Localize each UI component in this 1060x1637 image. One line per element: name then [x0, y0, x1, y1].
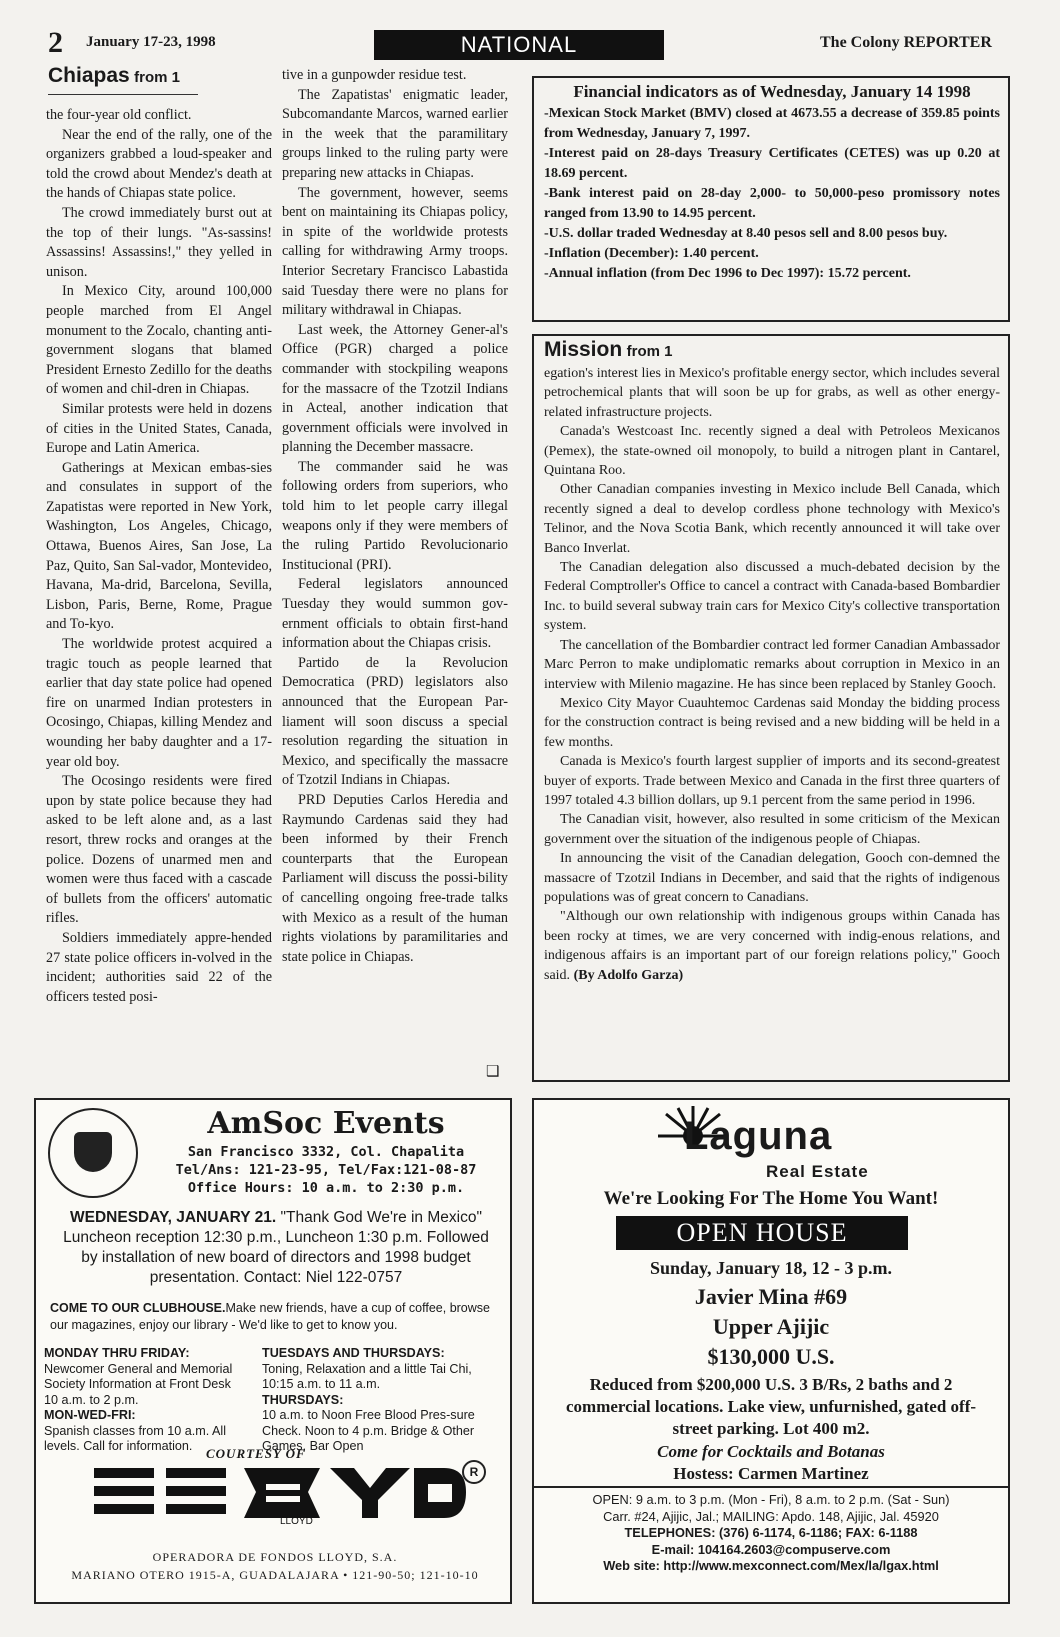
- paper-name: The Colony REPORTER: [820, 34, 992, 51]
- paragraph: Federal legislators announced Tuesday they would summon gov-ernment officials to obtain first-hand information about the Chiapas crisis.: [282, 576, 508, 652]
- property-area: Upper Ajijic: [712, 1314, 830, 1339]
- amsoc-hours: Office Hours: 10 a.m. to 2:30 p.m.: [187, 1180, 465, 1196]
- paragraph: Mexico City Mayor Cuauhtemoc Cardenas said Monday the bidding process for the construction contract is being revised and a new bidding will be held in a few months.: [544, 695, 1000, 750]
- lloyd-logo-text: LLOYD: [280, 1516, 313, 1524]
- paragraph: Similar protests were held in dozens of cities in the United States, Canada, Europe and Latin America.: [46, 400, 272, 457]
- event-date: WEDNESDAY, JANUARY 21.: [70, 1209, 277, 1226]
- amsoc-event: [56, 1208, 496, 1288]
- open-house-banner: OPEN HOUSE: [616, 1216, 908, 1250]
- laguna-subtitle: Real Estate: [766, 1162, 869, 1181]
- invite-line: Come for Cocktails and Botanas: [657, 1442, 885, 1461]
- clubhouse-heading: COME TO OUR CLUBHOUSE.: [50, 1301, 226, 1315]
- amsoc-seal-icon: [48, 1108, 138, 1198]
- paragraph: [544, 907, 1000, 985]
- amsoc-schedule-right: [262, 1346, 492, 1455]
- paragraph: egation's interest lies in Mexico's profitable energy sector, which includes several petrochemical plants that will soon be up for grabs, as well as other energy-related infrastructure projects.: [544, 366, 1000, 420]
- schedule-heading: THURSDAYS:: [262, 1392, 344, 1407]
- mission-title: Mission: [544, 338, 623, 361]
- paragraph: In Mexico City, around 100,000 people marched from El Angel monument to the Zocalo, chanting anti-government slogans that blamed President Ernesto Zedillo for the deaths of women and chil-dren in Chiapas.: [46, 283, 272, 398]
- laguna-real-estate-ad: [532, 1098, 1010, 1604]
- laguna-hours: OPEN: 9 a.m. to 3 p.m. (Mon - Fri), 8 a.m. to 2 p.m. (Sat - Sun): [592, 1492, 950, 1507]
- paragraph: Canada's Westcoast Inc. recently signed a deal with Petroleos Mexicanos (Pemex), the state-owned oil monopoly, to build a nitrogen plant in Cantarel, Quintana Roo.: [544, 424, 1000, 479]
- clubhouse-text: Make new friends, have a cup of coffee, browse our magazines, enjoy our library - We'd like to get to know you.: [50, 1301, 490, 1332]
- laguna-website: Web site: http://www.mexconnect.com/Mex/la/lgax.html: [603, 1558, 939, 1573]
- open-house-date: Sunday, January 18, 12 - 3 p.m.: [649, 1258, 893, 1278]
- paragraph: the four-year old conflict.: [46, 107, 192, 123]
- financial-item: -Mexican Stock Market (BMV) closed at 4673.55 a decrease of 359.85 points from Wednesday, January 7, 1997.: [544, 106, 1000, 141]
- paragraph: The Ocosingo residents were fired upon by state police because they had asked to be left alone and, as a last resort, threw rocks and oranges at the police. Dozens of unarmed men and women were thus faced with a cascade of bullets from the officers' automatic rifles.: [46, 773, 272, 927]
- schedule-text: Toning, Relaxation and a little Tai Chi, 10:15 a.m. to 11 a.m.: [262, 1361, 472, 1391]
- paragraph: The cancellation of the Bombardier contract led former Canadian Ambassador Marc Perron to make undiplomatic remarks about corruption in Mexico in an interview with Milenio magazine. He has since been replaced by Stanley Gooch.: [544, 637, 1000, 692]
- section-banner: NATIONAL: [374, 30, 664, 60]
- schedule-heading: MONDAY THRU FRIDAY:: [44, 1346, 190, 1360]
- laguna-brand: Laguna: [684, 1114, 833, 1158]
- paragraph: The Canadian delegation also discussed a much-debated decision by the Federal Comptroller's Office to cancel a contract with Canada-based Bombardier Inc. to build several subway train cars for Mexico City's collective transportation system.: [544, 560, 1000, 634]
- laguna-phones: TELEPHONES: (376) 6-1174, 6-1186; FAX: 6-1188: [624, 1525, 918, 1540]
- quote-text: "Although our own relationship with indigenous groups within Canada has been rocky at times, we are very concerned with indig-enous relations, and indigenous affairs is an important part of our foreign relations policy," Gooch said.: [544, 909, 1000, 983]
- laguna-tagline: We're Looking For The Home You Want!: [603, 1188, 939, 1209]
- paragraph: The government, however, seems bent on maintaining its Chiapas policy, in spite of the worldwide protests calling for withdrawing Army troops. Interior Secretary Francisco Labastida said Tuesday there were no plans for military withdrawal in Chiapas.: [282, 184, 508, 319]
- paragraph: Other Canadian companies investing in Mexico include Bell Canada, which recently signed a deal to develop cordless phone technology with Mexico's Telinor, and the Nova Scotia Bank, which recently announced it will take over Banco Inverlat.: [544, 482, 1000, 556]
- paragraph: Last week, the Attorney Gener-al's Office (PGR) charged a police commander with stockpiling weapons for the massacre of the Tzotzil Indians in Acteal, another indication that government officials were involved in planning the December massacre.: [282, 321, 508, 456]
- amsoc-clubhouse: [50, 1300, 510, 1334]
- schedule-text: 10 a.m. to Noon Free Blood Pres-sure Check. Noon to 4 p.m. Bridge & Other Games, Bar Open: [262, 1408, 475, 1453]
- property-street: Javier Mina #69: [694, 1284, 848, 1309]
- amsoc-title: AmSoc Events: [207, 1106, 445, 1141]
- property-details: Reduced from $200,000 U.S. 3 B/Rs, 2 baths and 2 commercial locations. Lake view, unfurnished, gated off-street parking. Lot 400 m2.: [565, 1375, 977, 1438]
- courtesy-label: COURTESY OF: [206, 1446, 306, 1461]
- chiapas-jump: from 1: [134, 69, 180, 86]
- mission-body: [544, 364, 1000, 985]
- mission-headline: [544, 338, 1000, 362]
- paragraph: The commander said he was following orders from superiors, who told him to let people carry illegal weapons only if they were members of the ruling Partido Revolucionario Institucional (PRI).: [282, 458, 508, 573]
- end-mark-icon: ❑: [486, 1064, 500, 1080]
- chiapas-column-1: [46, 106, 272, 1007]
- laguna-address: Carr. #24, Ajijic, Jal.; MAILING: Apdo. 148, Ajijic, Jal. 45920: [603, 1508, 939, 1524]
- property-price: $130,000 U.S.: [707, 1344, 835, 1369]
- financial-indicators-box: [532, 76, 1010, 322]
- financial-item: -U.S. dollar traded Wednesday at 8.40 pesos sell and 8.00 pesos buy.: [544, 226, 948, 241]
- paragraph: The worldwide protest acquired a tragic touch as people learned that earlier that day state police had opened fire on unarmed Indian protesters in Ocosingo, Chiapas, killing Mendez and wounding her baby daughter and a 17-year old boy.: [46, 636, 272, 770]
- paragraph: The Canadian visit, however, also resulted in some criticism of the Mexican government over the situation of the indigenous people of Chiapas.: [544, 812, 1000, 847]
- laguna-contact: [534, 1486, 1008, 1575]
- chiapas-title: Chiapas: [48, 64, 130, 87]
- financial-title: Financial indicators as of Wednesday, January 14 1998: [573, 82, 971, 101]
- financial-item: -Inflation (December): 1.40 percent.: [544, 246, 759, 261]
- schedule-text: Spanish classes from 10 a.m. All levels. Call for information.: [44, 1423, 226, 1453]
- lloyd-address: MARIANO OTERO 1915-A, GUADALAJARA • 121-90-50; 121-10-10: [71, 1568, 479, 1582]
- laguna-email: E-mail: 104164.2603@compuserve.com: [651, 1541, 891, 1557]
- paragraph: Canada is Mexico's fourth largest supplier of imports and its second-greatest buyer of exports. Trade between Mexico and Canada in the first three quarters of 1997 totaled 4.3 billion dollars, up 9.1 percent from the same period in 1996.: [544, 754, 1000, 808]
- chiapas-column-2: [282, 66, 508, 967]
- paragraph: Near the end of the rally, one of the organizers grabbed a loud-speaker and told the crowd about Mendez's death at the hands of Chiapas state police.: [46, 126, 272, 202]
- paragraph: Partido de la Revolucion Democratica (PRD) legislators also announced that the European Par-liament will soon discuss a special resolution regarding the situation in Mexico, and specifically the massacre of Tzotzil Indians in Chiapas.: [282, 654, 508, 789]
- paragraph: In announcing the visit of the Canadian delegation, Gooch con-demned the massacre of Tzotzil Indians in December, and said that the rights of indigenous populations was of great concern to Canadians.: [544, 851, 1000, 905]
- lloyd-logo-icon: [94, 1462, 466, 1524]
- registered-mark-icon: R: [462, 1460, 486, 1484]
- issue-date: January 17-23, 1998: [86, 34, 216, 50]
- financial-item: -Annual inflation (from Dec 1996 to Dec 1997): 15.72 percent.: [544, 266, 911, 281]
- chiapas-rule: [48, 94, 198, 95]
- paragraph: tive in a gunpowder residue test.: [282, 67, 467, 83]
- chiapas-headline: [48, 64, 180, 88]
- schedule-heading: TUESDAYS AND THURSDAYS:: [262, 1346, 445, 1360]
- event-description: "Thank God We're in Mexico" Luncheon reception 12:30 p.m., Luncheon 1:30 p.m. Followed by installation of new board of directors and 1998 budget presentation. Contact: Niel 122-0757: [63, 1209, 489, 1286]
- amsoc-address: San Francisco 3332, Col. Chapalita: [187, 1144, 465, 1160]
- hostess-line: Hostess: Carmen Martinez: [673, 1464, 869, 1483]
- paragraph: Soldiers immediately appre-hended 27 state police officers in-volved in the incident; authorities said 22 of the officers tested posi-: [46, 929, 272, 1005]
- byline: (By Adolfo Garza): [573, 967, 684, 983]
- lloyd-company: OPERADORA DE FONDOS LLOYD, S.A.: [152, 1550, 398, 1564]
- amsoc-phones: Tel/Ans: 121-23-95, Tel/Fax:121-08-87: [175, 1162, 477, 1178]
- schedule-heading: MON-WED-FRI:: [44, 1408, 136, 1422]
- page-number: 2: [48, 26, 63, 59]
- schedule-text: Newcomer General and Memorial Society Information at Front Desk 10 a.m. to 2 p.m.: [44, 1361, 233, 1407]
- amsoc-events-ad: [34, 1098, 512, 1604]
- paragraph: The crowd immediately burst out at the top of their lungs. "As-sassins! Assassins! Assassins!," they yelled in unison.: [46, 204, 272, 280]
- mission-jump: from 1: [626, 343, 673, 360]
- amsoc-schedule-left: [44, 1346, 244, 1455]
- mission-story-box: [532, 334, 1010, 1082]
- paragraph: PRD Deputies Carlos Heredia and Raymundo Cardenas said they had been informed by their French counterparts that the European Parliament will discuss the possi-bility of cancelling ongoing free-trade talks with Mexico as a result of the human rights violations by paramilitaries and state police in Chiapas.: [282, 791, 508, 965]
- financial-item: -Bank interest paid on 28-day 2,000- to 50,000-peso promissory notes ranged from 13.90 to 14.95 percent.: [544, 186, 1000, 221]
- financial-item: -Interest paid on 28-days Treasury Certificates (CETES) was up 0.20 at 18.69 percent.: [544, 146, 1000, 181]
- paragraph: Gatherings at Mexican embas-sies and consulates in support of the Zapatistas were reported in New York, Washington, Los Angeles, Chicago, Ottawa, Buenos Aires, San Jose, La Paz, Quito, San Sal-vador, Montevideo, Havana, Ma-drid, Barcelona, Sevilla, Lisbon, Paris, Berne, Rome, Prague and To-kyo.: [46, 459, 272, 633]
- paragraph: The Zapatistas' enigmatic leader, Subcomandante Marcos, warned earlier in the week that the paramilitary groups linked to the ruling party were preparing new attacks in Chiapas.: [282, 86, 508, 181]
